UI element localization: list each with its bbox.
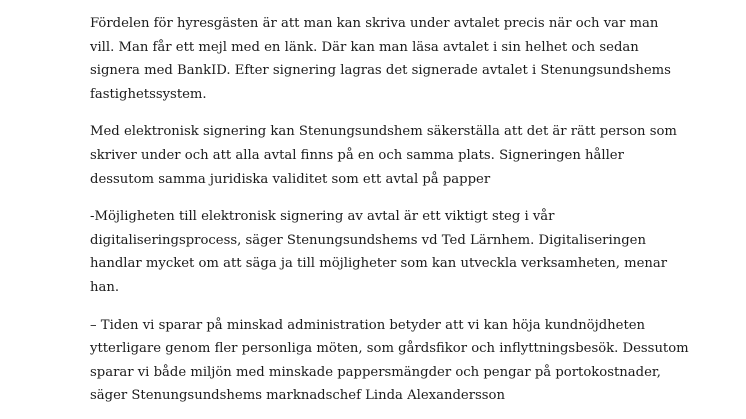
text-line: -Möjligheten till elektronisk signering av avtal är ett viktigt steg i vår bbox=[90, 209, 555, 225]
paragraph-marketing-quote bbox=[90, 314, 690, 408]
text-line: vill. Man får ett mejl med en länk. Där kan man läsa avtalet i sin helhet och sedan bbox=[90, 39, 639, 55]
text-line: dessutom samma juridiska validitet som ett avtal på papper bbox=[90, 171, 491, 187]
paragraph-spacer bbox=[90, 191, 690, 205]
text-line: fastighetssystem. bbox=[90, 86, 207, 102]
text-line: handlar mycket om att säga ja till möjligheter som kan utveckla verksamheten, menar bbox=[90, 256, 668, 272]
text-line: digitaliseringsprocess, säger Stenungsundshems vd Ted Lärnhem. Digitaliseringen bbox=[90, 232, 646, 248]
text-line: sparar vi både miljön med minskade pappersmängder och pengar på portokostnader, bbox=[90, 364, 661, 380]
paragraph-ceo-quote bbox=[90, 205, 690, 299]
document-body bbox=[90, 12, 690, 408]
paragraph-tenant-benefit bbox=[90, 12, 690, 106]
text-line: ytterligare genom fler personliga möten, som gårdsfikor och inflyttningsbesök. Dessutom bbox=[90, 341, 689, 357]
text-line: Med elektronisk signering kan Stenungsundshem säkerställa att det är rätt person som bbox=[90, 124, 677, 140]
paragraph-spacer bbox=[90, 300, 690, 314]
text-line: Fördelen för hyresgästen är att man kan skriva under avtalet precis när och var man bbox=[90, 16, 659, 31]
text-line: säger Stenungsundshems marknadschef Linda Alexandersson bbox=[90, 388, 505, 404]
paragraph-electronic-signing bbox=[90, 120, 690, 191]
paragraph-spacer bbox=[90, 106, 690, 120]
text-line: han. bbox=[90, 279, 120, 295]
text-line: skriver under och att alla avtal finns på en och samma plats. Signeringen håller bbox=[90, 147, 624, 163]
text-line: signera med BankID. Efter signering lagras det signerade avtalet i Stenungsundshems bbox=[90, 63, 671, 79]
text-line: – Tiden vi sparar på minskad administration betyder att vi kan höja kundnöjdheten bbox=[90, 317, 646, 333]
